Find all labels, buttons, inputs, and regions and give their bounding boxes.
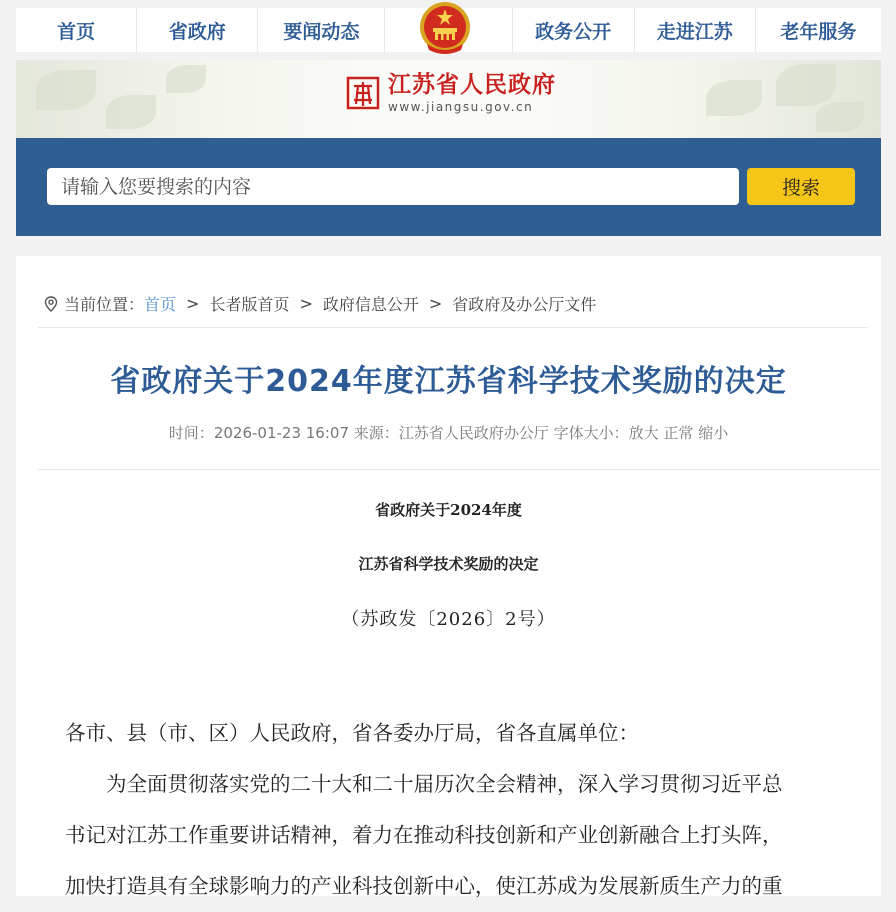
document-title-line1: 省政府关于2024年度 (375, 501, 522, 519)
document-number: （苏政发〔2026〕2号） (341, 609, 556, 630)
leaf-decoration (106, 95, 156, 129)
nav-item-home[interactable]: 首页 (16, 8, 137, 52)
document-title-line2: 江苏省科学技术奖励的决定 (358, 555, 539, 573)
site-domain: www.jiangsu.gov.cn (388, 100, 534, 114)
breadcrumb-item-documents[interactable]: 省政府及办公厅文件 (452, 295, 597, 314)
meta-time-label: 时间： (168, 424, 214, 442)
site-title: 江苏省人民政府 (388, 72, 556, 98)
font-large-button[interactable]: 放大 (628, 424, 659, 442)
search-button[interactable]: 搜索 (747, 168, 855, 205)
leaf-decoration (776, 64, 836, 106)
jiangsu-logo-icon (346, 76, 380, 110)
site-logo[interactable] (346, 72, 556, 114)
page-title: 省政府关于2024年度江苏省科学技术奖励的决定 (110, 364, 787, 399)
meta-font-size-label: 字体大小： (553, 424, 629, 442)
divider (38, 327, 868, 328)
nav-item-about-jiangsu[interactable]: 走进江苏 (635, 8, 756, 52)
nav-item-gov-affairs[interactable]: 政务公开 (513, 8, 635, 52)
font-small-button[interactable]: 缩小 (698, 424, 729, 442)
article-panel (16, 256, 881, 896)
nav-item-news[interactable]: 要闻动态 (258, 8, 385, 52)
breadcrumb-separator: > (299, 294, 313, 313)
paragraph-line: 加快打造具有全球影响力的产业科技创新中心，使江苏成为发展新质生产力的重 (65, 874, 783, 898)
article-meta (16, 422, 881, 443)
breadcrumb-item-elderly-home[interactable]: 长者版首页 (209, 295, 290, 314)
search-bar (16, 138, 881, 236)
leaf-decoration (706, 80, 762, 116)
paragraph-line: 书记对江苏工作重要讲话精神，着力在推动科技创新和产业创新融合上打头阵， (65, 823, 783, 847)
site-banner (16, 60, 881, 138)
paragraph-line: 为全面贯彻落实党的二十大和二十届历次全会精神，深入学习贯彻习近平总 (106, 772, 783, 796)
breadcrumb-item-info-disclosure[interactable]: 政府信息公开 (322, 295, 419, 314)
divider (38, 469, 880, 470)
location-pin-icon (44, 296, 58, 312)
font-normal-button[interactable]: 正常 (663, 424, 694, 442)
meta-source: 江苏省人民政府办公厅 (398, 424, 549, 442)
national-emblem-icon (417, 0, 473, 58)
salutation: 各市、县（市、区）人民政府，省各委办厅局，省各直属单位： (65, 721, 639, 745)
breadcrumb (44, 292, 596, 315)
breadcrumb-prefix: 当前位置： (64, 295, 145, 314)
meta-time: 2026-01-23 16:07 (213, 424, 349, 442)
breadcrumb-separator: > (186, 294, 200, 313)
nav-item-elderly-service[interactable]: 老年服务 (780, 20, 857, 43)
leaf-decoration (816, 102, 864, 132)
meta-source-label: 来源： (353, 424, 399, 442)
breadcrumb-separator: > (428, 294, 443, 313)
emblem-slot (385, 8, 512, 52)
nav-item-provincial-gov[interactable]: 省政府 (137, 8, 258, 52)
breadcrumb-item-home[interactable]: 首页 (144, 295, 177, 314)
top-nav (16, 8, 881, 52)
search-input[interactable] (47, 168, 739, 205)
leaf-decoration (166, 65, 206, 93)
leaf-decoration (36, 70, 96, 110)
article-body (65, 708, 845, 912)
